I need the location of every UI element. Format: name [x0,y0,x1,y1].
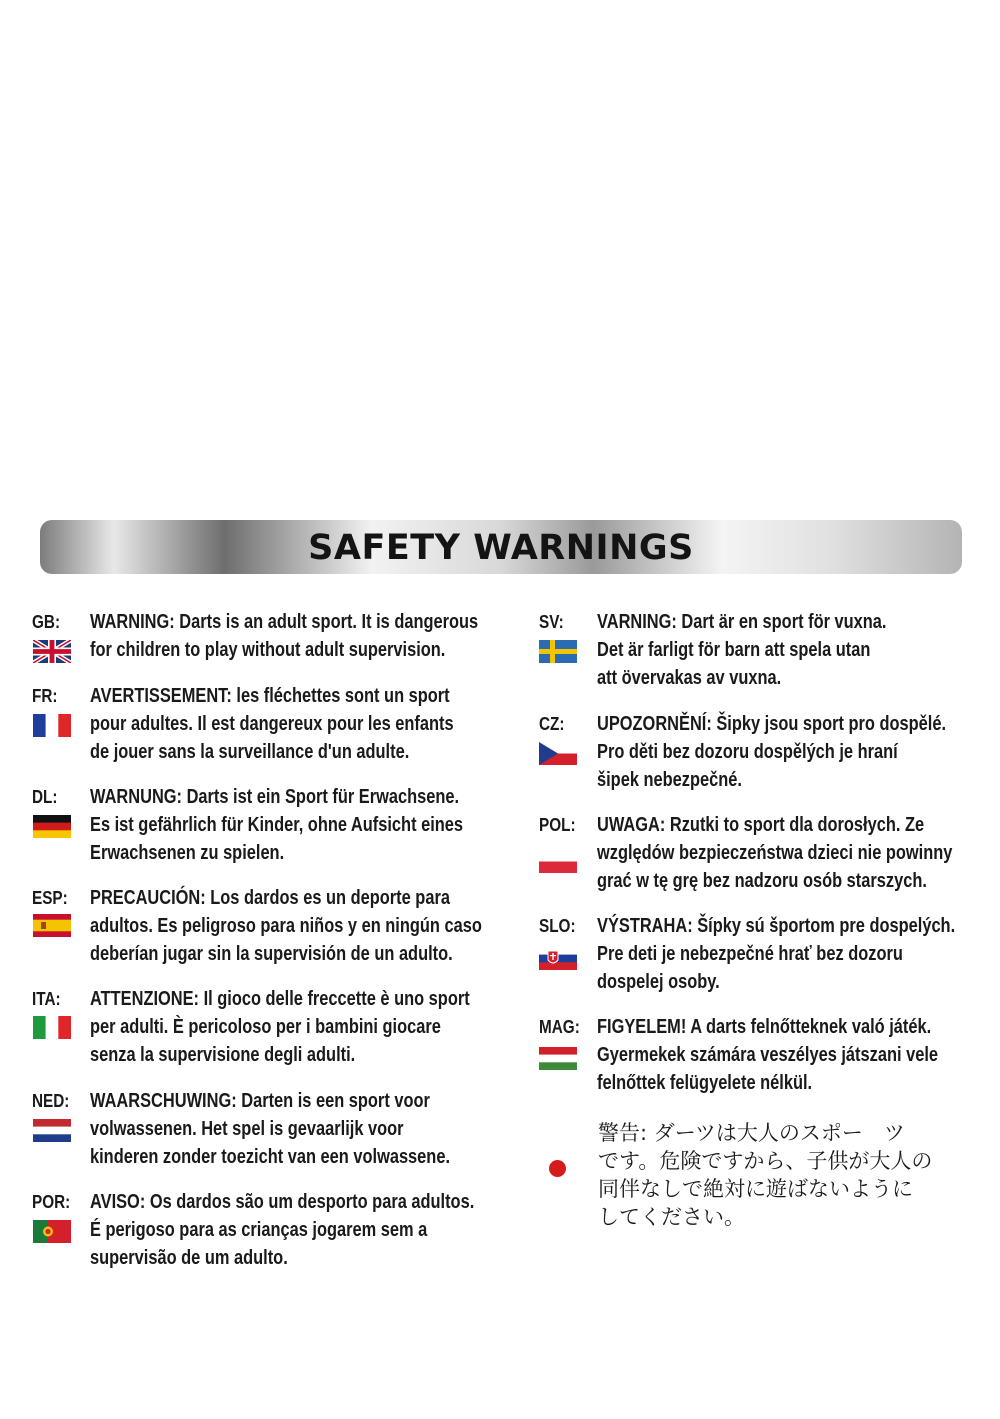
warning-text [597,1013,938,1097]
warning-line: supervisão de um adulto. [90,1247,288,1269]
warning-line: 警告: ダーツは大人のスポー ツ [598,1121,905,1145]
warning-text [90,783,463,867]
poland-flag-icon [539,850,577,873]
warning-line: UPOZORNĚNÍ: Šipky jsou sport pro dospělé. [597,713,946,735]
warning-line: してください。 [598,1205,745,1229]
language-code: NED: [32,1091,70,1111]
warning-text [90,1188,474,1272]
warning-line: 同伴なしで絶対に遊ばないように [598,1177,913,1201]
warning-line: for children to play without adult supervision. [90,639,446,661]
warning-line: volwassenen. Het spel is gevaarlijk voor [90,1118,404,1140]
warning-line: UWAGA: Rzutki to sport dla dorosłych. Ze [597,814,925,836]
hungary-flag-icon [539,1047,577,1070]
warning-line: WARNING: Darts is an adult sport. It is dangerous [90,611,479,633]
spain-flag-icon [33,914,71,937]
warning-text [597,608,886,692]
warning-line: Pro děti bez dozoru dospělých je hraní [597,741,898,763]
warning-text-japanese [598,1119,943,1231]
warning-line: de jouer sans la surveillance d'un adulte. [90,741,410,763]
language-code: DL: [32,787,58,807]
germany-flag-icon [33,815,71,838]
warning-line: Gyermekek számára veszélyes játszani vele [597,1044,939,1066]
warning-line: WAARSCHUWING: Darten is een sport voor [90,1090,430,1112]
language-code: SLO: [539,916,576,936]
warning-line: adultos. Es peligroso para niños y en ningún caso [90,915,482,937]
language-code: POL: [539,815,576,835]
warning-line: VÝSTRAHA: Šípky sú športom pre dospelých. [597,915,956,937]
warning-line: É perigoso para as crianças jogarem sem a [90,1219,428,1241]
language-code: SV: [539,612,564,632]
language-code: GB: [32,612,61,632]
uk-flag-icon [33,640,71,663]
portugal-flag-icon [33,1220,71,1243]
warning-line: kinderen zonder toezicht van een volwassene. [90,1146,451,1168]
language-code: FR: [32,686,58,706]
warning-line: senza la supervisione degli adulti. [90,1044,356,1066]
warning-line: Es ist gefährlich für Kinder, ohne Aufsicht eines [90,814,464,836]
warning-line: Erwachsenen zu spielen. [90,842,285,864]
language-code: ITA: [32,989,61,1009]
safety-warnings-banner [40,520,962,574]
czech-flag-icon [539,742,577,765]
warning-text [597,912,955,996]
page-title: SAFETY WARNINGS [308,528,694,568]
language-code: ESP: [32,888,68,908]
warning-text [597,710,946,794]
warning-text [90,985,470,1069]
warning-line: WARNUNG: Darts ist ein Sport für Erwachsene. [90,786,460,808]
warning-line: ATTENZIONE: Il gioco delle freccette è uno sport [90,988,470,1010]
italy-flag-icon [33,1016,71,1039]
slovakia-flag-icon [539,947,577,970]
warning-line: grać w tę grę bez nadzoru osób starszych. [597,870,927,892]
warning-line: deberían jugar sin la supervisión de un adulto. [90,943,453,965]
warning-line: AVISO: Os dardos são um desporto para adultos. [90,1191,475,1213]
warning-line: pour adultes. Il est dangereux pour les enfants [90,713,454,735]
warning-line: šipek nebezpečné. [597,769,742,791]
warning-line: Pre deti je nebezpečné hrať bez dozoru [597,943,903,965]
warning-line: VARNING: Dart är en sport för vuxna. [597,611,887,633]
warning-text [90,884,482,968]
warning-line: dospelej osoby. [597,971,720,993]
warning-line: AVERTISSEMENT: les fléchettes sont un sport [90,685,450,707]
sweden-flag-icon [539,640,577,663]
warning-text [597,811,952,895]
warning-line: felnőttek felügyelete nélkül. [597,1072,813,1094]
warning-text [90,608,478,664]
japan-flag-icon [549,1160,566,1177]
netherlands-flag-icon [33,1119,71,1142]
warning-line: PRECAUCIÓN: Los dardos es un deporte para [90,887,450,909]
warning-line: względów bezpieczeństwa dzieci nie powinny [597,842,953,864]
language-code: MAG: [539,1017,580,1037]
language-code: POR: [32,1192,71,1212]
warning-line: att övervakas av vuxna. [597,667,782,689]
warning-line: です。危険ですから、子供が大人の [598,1149,933,1173]
warning-line: FIGYELEM! A darts felnőtteknek való játék. [597,1016,932,1038]
warning-line: Det är farligt för barn att spela utan [597,639,871,661]
warning-text [90,1087,450,1171]
language-code: CZ: [539,714,565,734]
warning-text [90,682,454,766]
france-flag-icon [33,714,71,737]
warning-line: per adulti. È pericoloso per i bambini giocare [90,1016,441,1038]
